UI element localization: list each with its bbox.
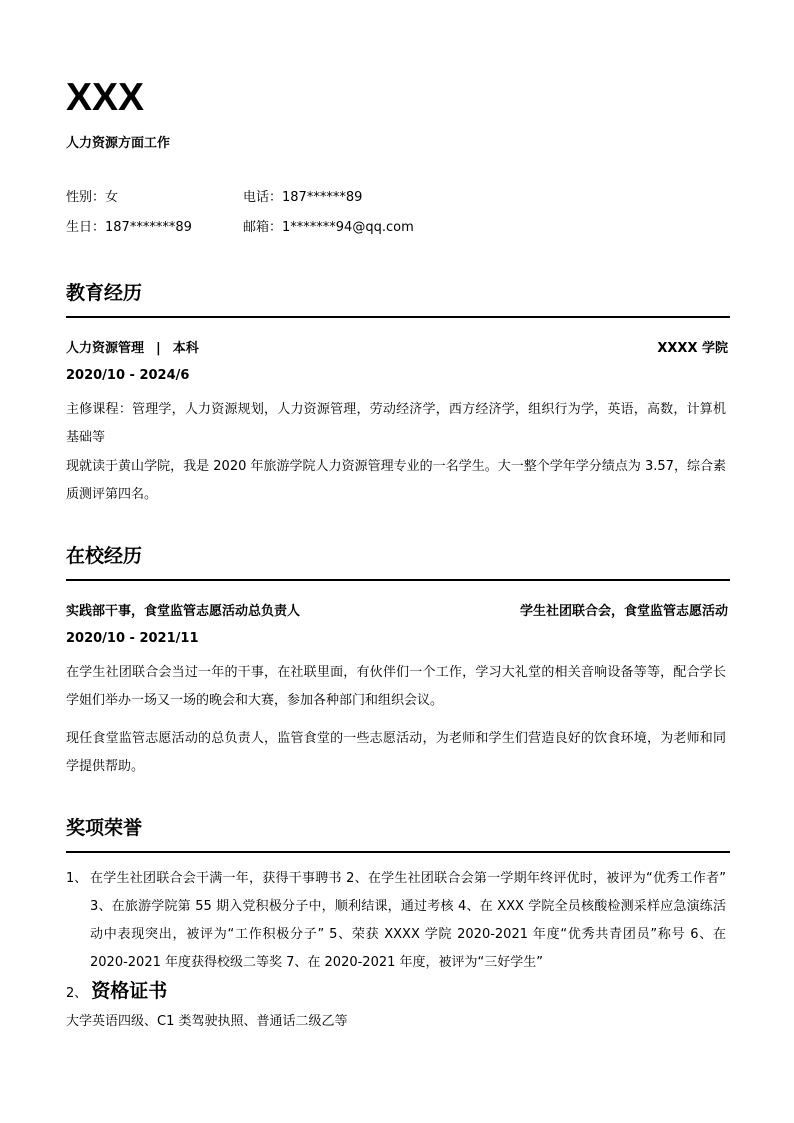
certs-title: 资格证书	[91, 980, 168, 1002]
education-separator: |	[156, 341, 161, 356]
phone-field	[243, 189, 362, 207]
gender-value: 女	[105, 190, 119, 205]
education-courses: 主修课程：管理学，人力资源规划，人力资源管理，劳动经济学，西方经济学，组织行为学，英语，高数，计算机基础等	[66, 402, 726, 445]
education-header-row	[66, 340, 730, 358]
awards-title: 奖项荣誉	[66, 817, 143, 839]
education-major: 人力资源管理	[66, 341, 145, 356]
awards-list	[66, 865, 730, 977]
campus-header-row	[66, 603, 730, 621]
email-field	[243, 219, 414, 237]
birth-field	[66, 219, 192, 237]
campus-paragraph-2: 现任食堂监管志愿活动的总负责人，监管食堂的一些志愿活动，为老师和学生们营造良好的饮食环境，为老师和同学提供帮助。	[66, 731, 726, 774]
resume-page	[66, 0, 730, 1123]
campus-org: 学生社团联合会，食堂监管志愿活动	[519, 604, 728, 619]
email-label: 邮箱：	[243, 220, 283, 235]
campus-title: 在校经历	[66, 545, 143, 567]
certs-text: 大学英语四级、C1 类驾驶执照、普通话二级乙等	[66, 1014, 348, 1029]
education-school: XXXX 学院	[657, 341, 728, 356]
education-divider	[66, 316, 730, 318]
birth-value: 187*******89	[105, 220, 192, 235]
certs-header	[66, 976, 167, 1003]
campus-role: 实践部干事，食堂监管志愿活动总负责人	[66, 604, 301, 619]
education-summary: 现就读于黄山学院，我是 2020 年旅游学院人力资源管理专业的一名学生。大一整个学年学分绩点为 3.57，综合素质测评第四名。	[66, 459, 726, 502]
birth-label: 生日：	[66, 220, 106, 235]
job-intent: 人力资源方面工作	[66, 136, 171, 151]
awards-number: 1、	[66, 871, 88, 886]
phone-label: 电话：	[243, 190, 283, 205]
campus-date: 2020/10 - 2021/11	[66, 631, 199, 646]
education-degree: 本科	[172, 341, 199, 356]
gender-label: 性别：	[66, 190, 106, 205]
campus-divider	[66, 579, 730, 581]
campus-paragraph-1: 在学生社团联合会当过一年的干事，在社联里面，有伙伴们一个工作，学习大礼堂的相关音响设备等等，配合学长学姐们举办一场又一场的晚会和大赛，参加各种部门和组织会议。	[66, 665, 726, 708]
email-value: 1*******94@qq.com	[282, 220, 414, 235]
phone-value: 187******89	[282, 190, 363, 205]
gender-field	[66, 189, 118, 207]
awards-divider	[66, 851, 730, 853]
candidate-name: XXX	[66, 76, 145, 119]
certs-number: 2、	[66, 986, 88, 1001]
education-date: 2020/10 - 2024/6	[66, 368, 190, 383]
education-title: 教育经历	[66, 282, 143, 304]
awards-text: 在学生社团联合会干满一年，获得干事聘书 2、在学生社团联合会第一学期年终评优时，被评为“优秀工作者” 3、在旅游学院第 55 期入党积极分子中，顺利结课，通过考核 4、在 XXX 学院全员核酸检测采样应急演练活动中表现突出，被评为“工作积极分子” 5、荣获 XXXX 学院 2020-2021 年度“优秀共青团员”称号 6、在 2020-2021 年度获得校级二等奖 7、在 2020-2021 年度，被评为“三好学生”	[90, 871, 726, 970]
